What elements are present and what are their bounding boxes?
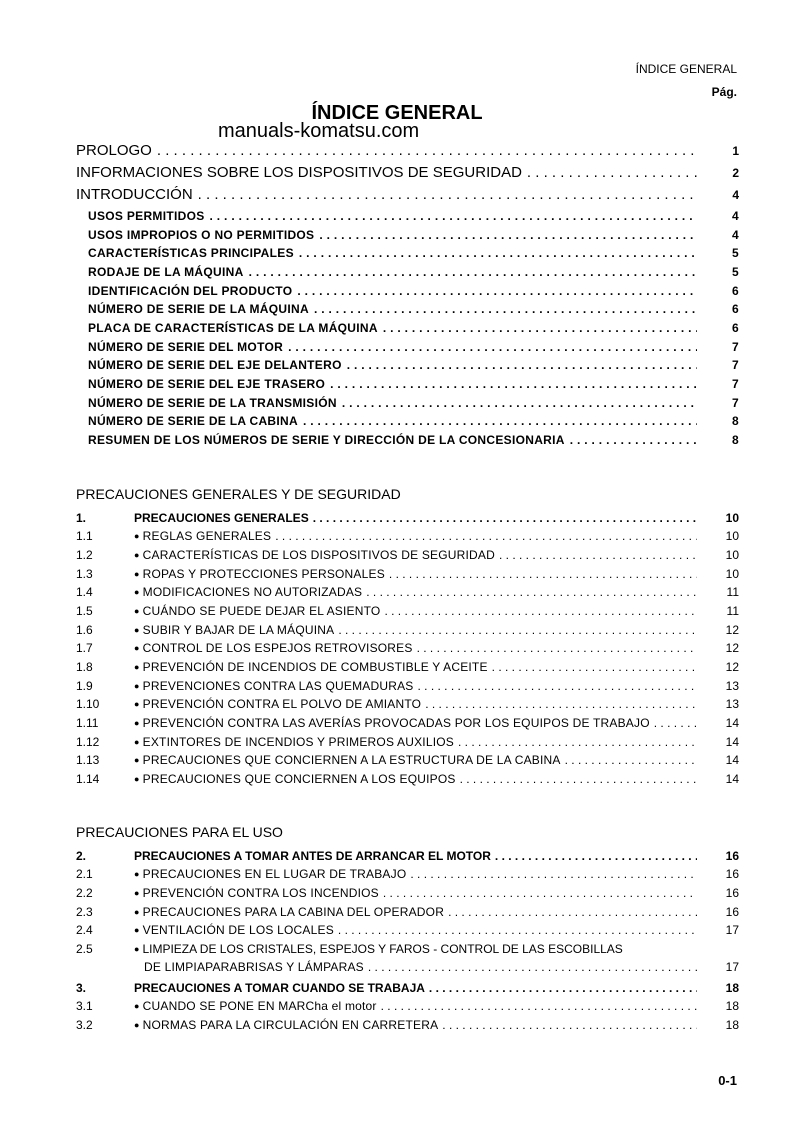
toc-entry-title: INTRODUCCIÓN — [76, 186, 193, 203]
toc-entry-page: 16 — [725, 867, 739, 881]
toc-item[interactable] — [76, 1016, 739, 1034]
leader-dots — [288, 338, 697, 356]
toc-entry-page: 12 — [725, 623, 739, 637]
toc-entry-page: 18 — [725, 999, 739, 1013]
toc-entry-title: PRECAUCIONES PARA LA CABINA DEL OPERADOR — [142, 905, 445, 919]
toc-entry-number: 1.5 — [76, 604, 93, 618]
leader-dots — [417, 639, 697, 657]
toc-entry-title: PROLOGO — [76, 142, 152, 159]
leader-dots — [499, 546, 697, 564]
toc-entry-number: 1.9 — [76, 679, 93, 693]
toc-entry-page: 6 — [732, 284, 739, 298]
toc-entry-number: 1.8 — [76, 660, 93, 674]
leader-dots — [330, 375, 697, 393]
toc-subentry[interactable] — [88, 282, 739, 300]
toc-entry-title: USOS IMPROPIOS O NO PERMITIDOS — [88, 228, 315, 242]
toc-entry-title: NÚMERO DE SERIE DE LA CABINA — [88, 414, 298, 428]
toc-entry-number: 1.13 — [76, 753, 100, 767]
toc-entry-number: 2.1 — [76, 867, 93, 881]
leader-dots — [198, 186, 697, 204]
toc-item[interactable] — [76, 921, 739, 939]
leader-dots — [368, 958, 697, 976]
bullet-icon — [134, 662, 140, 672]
toc-entry-page: 6 — [732, 321, 739, 335]
toc-entry-title: REGLAS GENERALES — [142, 529, 272, 543]
section-heading-precauciones-generales: PRECAUCIONES GENERALES Y DE SEGURIDAD — [76, 486, 401, 502]
toc-entry-title: CUÁNDO SE PUEDE DEJAR EL ASIENTO — [142, 604, 381, 618]
bullet-icon — [134, 888, 140, 898]
toc-entry-page: 6 — [732, 302, 739, 316]
bullet-icon — [134, 1020, 140, 1030]
toc-entry-number: 1.12 — [76, 735, 100, 749]
toc-item[interactable] — [76, 639, 739, 657]
toc-item[interactable] — [76, 583, 739, 601]
leader-dots — [570, 431, 697, 449]
leader-dots — [460, 770, 697, 788]
toc-subentry[interactable] — [88, 412, 739, 430]
toc-entry-title: NÚMERO DE SERIE DEL EJE TRASERO — [88, 377, 326, 391]
document-title: ÍNDICE GENERAL — [311, 102, 483, 124]
leader-dots — [565, 751, 697, 769]
toc-entry-number: 1.14 — [76, 772, 100, 786]
toc-item[interactable] — [76, 751, 739, 769]
bullet-icon — [134, 944, 139, 954]
page-column-label: Pág. — [711, 85, 737, 99]
toc-item[interactable] — [76, 865, 739, 883]
toc-entry-number: 1.4 — [76, 585, 93, 599]
toc-entry-title: NÚMERO DE SERIE DEL EJE DELANTERO — [88, 358, 342, 372]
toc-item[interactable] — [76, 997, 739, 1015]
toc-entry-page: 10 — [725, 567, 739, 581]
bullet-icon — [134, 755, 140, 765]
toc-entry-page: 10 — [725, 548, 739, 562]
toc-subentry[interactable] — [88, 375, 739, 393]
toc-entry-title: PLACA DE CARACTERÍSTICAS DE LA MÁQUINA — [88, 321, 378, 335]
toc-chapter-entry[interactable] — [76, 509, 739, 527]
bullet-icon — [134, 587, 140, 597]
bullet-icon — [134, 531, 140, 541]
leader-dots — [383, 884, 697, 902]
leader-dots — [410, 865, 697, 883]
toc-entry-title: PRECAUCIONES A TOMAR ANTES DE ARRANCAR EL MOTOR — [134, 849, 491, 863]
bullet-icon — [134, 925, 140, 935]
leader-dots — [495, 847, 697, 865]
toc-entry-title: EXTINTORES DE INCENDIOS Y PRIMEROS AUXILIOS — [142, 735, 454, 749]
leader-dots — [442, 1016, 697, 1034]
toc-entry-page: 4 — [732, 209, 739, 223]
toc-entry-page: 10 — [725, 511, 739, 525]
toc-entry-page: 4 — [732, 188, 739, 202]
leader-dots — [458, 733, 697, 751]
toc-entry-number: 1.1 — [76, 529, 93, 543]
bullet-icon — [134, 774, 140, 784]
toc-subentry[interactable] — [88, 431, 739, 449]
leader-dots — [383, 319, 697, 337]
toc-entry-page: 2 — [732, 166, 739, 180]
toc-item[interactable] — [76, 527, 739, 545]
bullet-icon — [134, 907, 140, 917]
toc-entry-page: 7 — [732, 358, 739, 372]
page-number: 0-1 — [718, 1073, 737, 1088]
leader-dots — [210, 207, 697, 225]
toc-entry-page: 7 — [732, 396, 739, 410]
bullet-icon — [134, 1001, 140, 1011]
toc-item[interactable] — [76, 770, 739, 788]
toc-entry-title: SUBIR Y BAJAR DE LA MÁQUINA — [142, 623, 335, 637]
toc-entry-number: 3.2 — [76, 1018, 93, 1032]
leader-dots — [527, 164, 697, 182]
toc-entry-page: 18 — [725, 1018, 739, 1032]
toc-entry-page: 17 — [725, 960, 739, 974]
leader-dots — [297, 282, 697, 300]
toc-subentry[interactable] — [88, 207, 739, 225]
toc-entry-page: 16 — [725, 849, 739, 863]
toc-entry-page: 17 — [725, 923, 739, 937]
toc-entry-title: NÚMERO DE SERIE DE LA MÁQUINA — [88, 302, 309, 316]
toc-entry-title: PREVENCIÓN CONTRA LAS AVERÍAS PROVOCADAS POR LOS EQUIPOS DE TRABAJO — [142, 716, 650, 730]
leader-dots — [157, 142, 697, 160]
toc-entry-page: 14 — [725, 735, 739, 749]
bullet-icon — [134, 643, 140, 653]
leader-dots — [418, 677, 698, 695]
toc-chapter-entry[interactable] — [76, 979, 739, 997]
toc-entry-number: 1.10 — [76, 697, 100, 711]
toc-entry-number: 1.6 — [76, 623, 93, 637]
bullet-icon — [134, 681, 140, 691]
toc-entry-title: PRECAUCIONES QUE CONCIERNEN A LOS EQUIPOS — [142, 772, 456, 786]
toc-entry-page: 18 — [725, 981, 739, 995]
toc-entry-title: PREVENCIÓN CONTRA EL POLVO DE AMIANTO — [142, 697, 422, 711]
toc-entry-page: 11 — [726, 585, 739, 599]
leader-dots — [338, 921, 697, 939]
toc-entry-introduccion[interactable] — [76, 186, 739, 204]
bullet-icon — [134, 699, 140, 709]
toc-entry-number: 2.5 — [76, 942, 93, 956]
leader-dots — [654, 714, 697, 732]
toc-entry-number: 2.4 — [76, 923, 93, 937]
toc-entry-title: PREVENCIONES CONTRA LAS QUEMADURAS — [142, 679, 414, 693]
toc-item[interactable] — [76, 903, 739, 921]
toc-entry-page: 13 — [725, 679, 739, 693]
leader-dots — [425, 695, 697, 713]
leader-dots — [448, 903, 697, 921]
toc-subentry[interactable] — [88, 356, 739, 374]
toc-entry-title: NÚMERO DE SERIE DEL MOTOR — [88, 340, 284, 354]
toc-entry-title-line2: DE LIMPIAPARABRISAS Y LÁMPARAS — [144, 960, 364, 974]
toc-entry-page: 4 — [732, 228, 739, 242]
toc-subentry[interactable] — [88, 263, 739, 281]
toc-entry-title: CARACTERÍSTICAS DE LOS DISPOSITIVOS DE SEGURIDAD — [142, 548, 495, 562]
toc-entry-title: PREVENCIÓN DE INCENDIOS DE COMBUSTIBLE Y ACEITE — [142, 660, 488, 674]
toc-entry-prologo[interactable] — [76, 142, 739, 160]
leader-dots — [429, 979, 697, 997]
toc-entry-page: 14 — [725, 772, 739, 786]
toc-entry-number: 3. — [76, 981, 87, 995]
toc-entry-title: NORMAS PARA LA CIRCULACIÓN EN CARRETERA — [142, 1018, 439, 1032]
leader-dots — [299, 244, 697, 262]
toc-entry-number: 2.2 — [76, 886, 93, 900]
toc-subentry[interactable] — [88, 319, 739, 337]
toc-item[interactable] — [76, 714, 739, 732]
toc-entry-page: 8 — [732, 414, 739, 428]
toc-entry-number: 2. — [76, 849, 87, 863]
toc-entry-number: 1.2 — [76, 548, 93, 562]
toc-entry-page: 8 — [732, 433, 739, 447]
bullet-icon — [134, 625, 140, 635]
toc-entry-page: 5 — [732, 246, 739, 260]
toc-item[interactable] — [76, 621, 739, 639]
toc-subentry[interactable] — [88, 244, 739, 262]
toc-entry-title: MODIFICACIONES NO AUTORIZADAS — [142, 585, 363, 599]
toc-entry-page: 11 — [726, 604, 739, 618]
toc-entry-title: RODAJE DE LA MÁQUINA — [88, 265, 244, 279]
toc-entry-page: 16 — [725, 886, 739, 900]
toc-item[interactable] — [76, 658, 739, 676]
bullet-icon — [134, 737, 140, 747]
toc-item[interactable] — [76, 565, 739, 583]
section-heading-precauciones-uso: PRECAUCIONES PARA EL USO — [76, 824, 283, 840]
leader-dots — [366, 583, 697, 601]
toc-entry-number: 1.7 — [76, 641, 93, 655]
toc-entry-page: 13 — [725, 697, 739, 711]
bullet-icon — [134, 550, 140, 560]
leader-dots — [338, 621, 697, 639]
toc-entry-page: 16 — [725, 905, 739, 919]
running-header: ÍNDICE GENERAL — [635, 62, 737, 76]
toc-entry-page: 7 — [732, 340, 739, 354]
toc-subentry[interactable] — [88, 300, 739, 318]
toc-entry-title: RESUMEN DE LOS NÚMEROS DE SERIE Y DIRECCIÓN DE LA CONCESIONARIA — [88, 433, 565, 447]
toc-item[interactable] — [76, 546, 739, 564]
leader-dots — [249, 263, 697, 281]
toc-entry-title: CONTROL DE LOS ESPEJOS RETROVISORES — [142, 641, 413, 655]
toc-entry-title-line1: LIMPIEZA DE LOS CRISTALES, ESPEJOS Y FAROS - CONTROL DE LAS ESCOBILLAS — [142, 942, 623, 956]
toc-item[interactable] — [76, 695, 739, 713]
toc-entry-title: PRECAUCIONES EN EL LUGAR DE TRABAJO — [142, 867, 407, 881]
toc-chapter-entry[interactable] — [76, 847, 739, 865]
toc-subentry[interactable] — [88, 394, 739, 412]
toc-entry-title: CARACTERÍSTICAS PRINCIPALES — [88, 246, 294, 260]
watermark: manuals-komatsu.com — [218, 120, 420, 142]
bullet-icon — [134, 869, 140, 879]
leader-dots — [319, 226, 697, 244]
toc-item[interactable] — [76, 677, 739, 695]
toc-entry-number: 3.1 — [76, 999, 93, 1013]
toc-entry-title: PREVENCIÓN CONTRA LOS INCENDIOS — [142, 886, 379, 900]
bullet-icon — [134, 569, 140, 579]
toc-entry-page: 12 — [725, 660, 739, 674]
bullet-icon — [134, 606, 140, 616]
leader-dots — [389, 565, 697, 583]
bullet-icon — [134, 718, 140, 728]
leader-dots — [275, 527, 697, 545]
leader-dots — [347, 356, 697, 374]
toc-entry-title: USOS PERMITIDOS — [88, 209, 205, 223]
toc-entry-number: 1.3 — [76, 567, 93, 581]
toc-entry-title: PRECAUCIONES A TOMAR CUANDO SE TRABAJA — [134, 981, 425, 995]
leader-dots — [492, 658, 697, 676]
toc-entry-page: 12 — [725, 641, 739, 655]
toc-entry-page: 14 — [725, 753, 739, 767]
toc-entry-title: NÚMERO DE SERIE DE LA TRANSMISIÓN — [88, 396, 337, 410]
toc-entry-title: VENTILACIÓN DE LOS LOCALES — [142, 923, 334, 937]
toc-entry-title: CUANDO SE PONE EN MARCha el motor — [142, 999, 377, 1013]
toc-entry-number: 2.3 — [76, 905, 93, 919]
toc-item[interactable] — [76, 733, 739, 751]
toc-subentry[interactable] — [88, 226, 739, 244]
toc-subentry[interactable] — [88, 338, 739, 356]
toc-entry-number: 1.11 — [76, 716, 99, 730]
toc-entry-title: IDENTIFICACIÓN DEL PRODUCTO — [88, 284, 293, 298]
toc-entry-number: 1. — [76, 511, 87, 525]
toc-entry-page: 7 — [732, 377, 739, 391]
leader-dots — [313, 509, 697, 527]
leader-dots — [384, 602, 697, 620]
toc-entry-title: PRECAUCIONES QUE CONCIERNEN A LA ESTRUCTURA DE LA CABINA — [142, 753, 561, 767]
leader-dots — [314, 300, 697, 318]
toc-entry-title: PRECAUCIONES GENERALES — [134, 511, 309, 525]
toc-item[interactable] — [76, 602, 739, 620]
leader-dots — [342, 394, 697, 412]
toc-entry-page: 1 — [732, 144, 739, 158]
leader-dots — [381, 997, 697, 1015]
toc-entry-page: 14 — [725, 716, 739, 730]
toc-entry-title: INFORMACIONES SOBRE LOS DISPOSITIVOS DE SEGURIDAD — [76, 164, 522, 181]
toc-entry-page: 10 — [725, 529, 739, 543]
toc-entry-dispositivos-seguridad[interactable] — [76, 164, 739, 182]
toc-entry-title: ROPAS Y PROTECCIONES PERSONALES — [142, 567, 385, 581]
toc-item[interactable] — [76, 884, 739, 902]
toc-entry-page: 5 — [732, 265, 739, 279]
toc-item[interactable] — [76, 940, 739, 976]
leader-dots — [303, 412, 697, 430]
